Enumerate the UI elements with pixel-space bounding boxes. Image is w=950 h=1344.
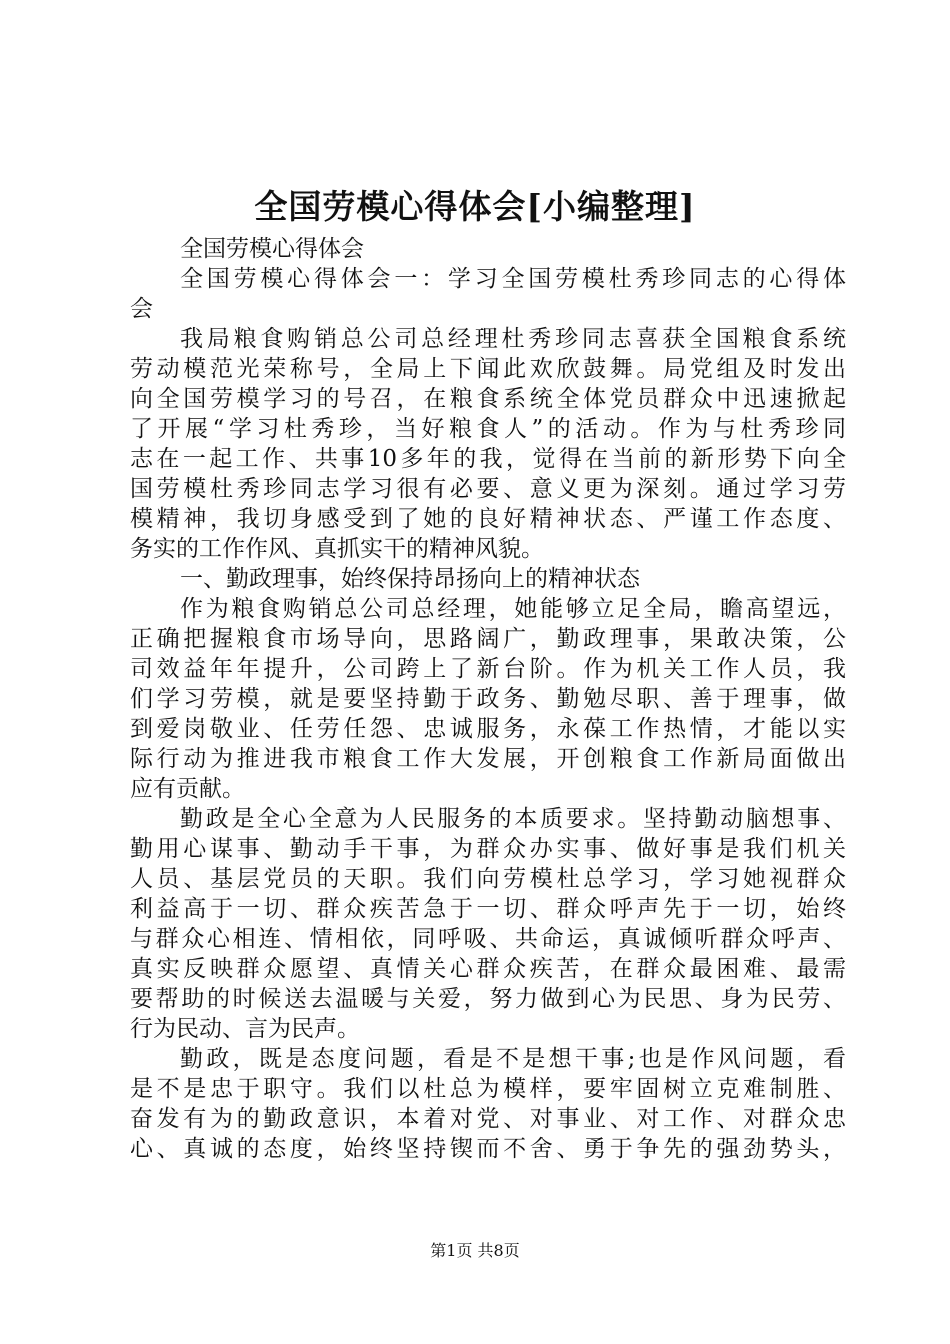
text-line: 正确把握粮食市场导向，思路阔广，勤政理事，果敢决策，公 xyxy=(130,626,846,652)
text-line: 勤用心谋事、勤动手干事，为群众办实事、做好事是我们机关 xyxy=(130,836,846,862)
text-line: 际行动为推进我市粮食工作大发展，开创粮食工作新局面做出 xyxy=(130,746,846,772)
text-line: 要帮助的时候送去温暖与关爱，努力做到心为民思、身为民劳、 xyxy=(130,986,846,1012)
text-line: 奋发有为的勤政意识，本着对党、对事业、对工作、对群众忠 xyxy=(130,1106,846,1132)
document-title: 全国劳模心得体会[小编整理] xyxy=(254,187,696,226)
text-line: 人员、基层党员的天职。我们向劳模杜总学习，学习她视群众 xyxy=(130,866,846,892)
text-line: 心、真诚的态度，始终坚持锲而不舍、勇于争先的强劲势头， xyxy=(130,1136,846,1162)
page-footer: 第1页 共8页 xyxy=(430,1241,520,1260)
text-line: 与群众心相连、情相依，同呼吸、共命运，真诚倾听群众呼声、 xyxy=(130,926,846,952)
text-line: 真实反映群众愿望、真情关心群众疾苦，在群众最困难、最需 xyxy=(130,956,846,982)
text-line: 会 xyxy=(130,296,153,322)
text-line: 务实的工作作风、真抓实干的精神风貌。 xyxy=(130,536,544,562)
text-line: 全国劳模心得体会 xyxy=(180,236,364,262)
section-heading: 一、勤政理事，始终保持昂扬向上的精神状态 xyxy=(180,566,640,592)
text-line: 们学习劳模，就是要坚持勤于政务、勤勉尽职、善于理事，做 xyxy=(130,686,846,712)
text-line: 勤政，既是态度问题，看是不是想干事;也是作风问题，看 xyxy=(180,1046,846,1072)
text-line: 司效益年年提升，公司跨上了新台阶。作为机关工作人员，我 xyxy=(130,656,846,682)
text-line: 志在一起工作、共事10多年的我，觉得在当前的新形势下向全 xyxy=(130,446,846,472)
text-line: 了开展“学习杜秀珍，当好粮食人”的活动。作为与杜秀珍同 xyxy=(130,416,846,442)
text-line: 国劳模杜秀珍同志学习很有必要、意义更为深刻。通过学习劳 xyxy=(130,476,846,502)
text-line: 劳动模范光荣称号，全局上下闻此欢欣鼓舞。局党组及时发出 xyxy=(130,356,846,382)
text-line: 行为民动、言为民声。 xyxy=(130,1016,360,1042)
text-line: 是不是忠于职守。我们以杜总为模样，要牢固树立克难制胜、 xyxy=(130,1076,846,1102)
text-line: 全国劳模心得体会一：学习全国劳模杜秀珍同志的心得体 xyxy=(180,266,846,292)
text-line: 我局粮食购销总公司总经理杜秀珍同志喜获全国粮食系统 xyxy=(180,326,846,352)
text-line: 到爱岗敬业、任劳任怨、忠诚服务，永葆工作热情，才能以实 xyxy=(130,716,846,742)
text-line: 向全国劳模学习的号召，在粮食系统全体党员群众中迅速掀起 xyxy=(130,386,846,412)
document-body xyxy=(130,234,846,1164)
text-line: 勤政是全心全意为人民服务的本质要求。坚持勤动脑想事、 xyxy=(180,806,846,832)
text-line: 应有贡献。 xyxy=(130,776,245,802)
text-line: 作为粮食购销总公司总经理，她能够立足全局，瞻高望远， xyxy=(180,596,846,622)
text-line: 模精神，我切身感受到了她的良好精神状态、严谨工作态度、 xyxy=(130,506,846,532)
text-line: 利益高于一切、群众疾苦急于一切、群众呼声先于一切，始终 xyxy=(130,896,846,922)
